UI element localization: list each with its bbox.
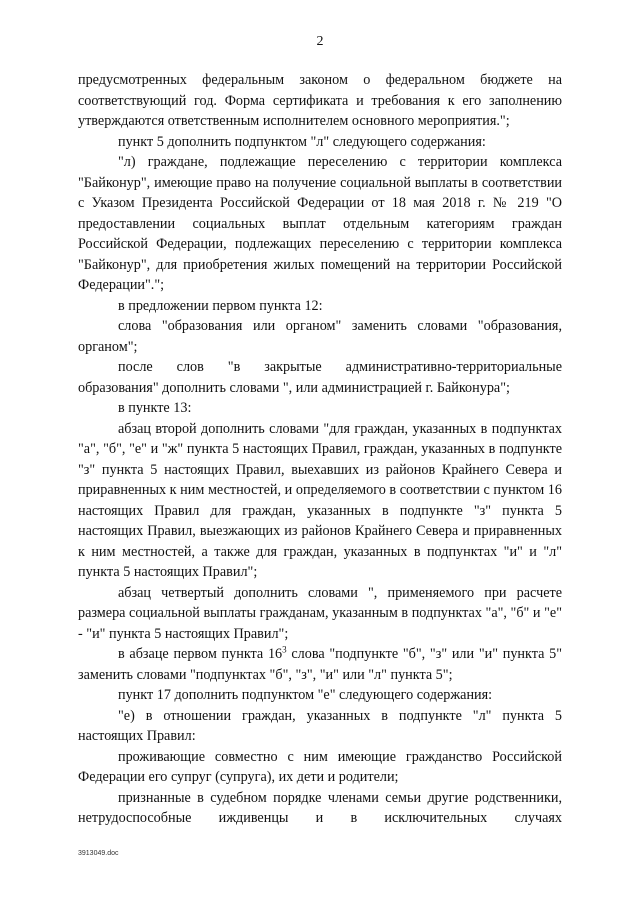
paragraph: [78, 644, 562, 685]
footer-filename: 3913049.doc: [78, 850, 119, 857]
paragraph-text-before: в абзаце первом пункта 16: [118, 646, 283, 662]
paragraph: проживающие совместно с ним имеющие гражданство Российской Федерации его супруг (супруга), их дети и родители;: [78, 748, 562, 785]
superscript-number: 3: [282, 644, 287, 655]
paragraph: предусмотренных федеральным законом о федеральном бюджете на соответствующий год. Форма сертификата и требования к его заполнению утверждаются ответственным исполнителем основного мероприятия.";: [78, 72, 562, 129]
paragraph: "е) в отношении граждан, указанных в подпункте "л" пункта 5 настоящих Правил:: [78, 707, 562, 744]
document-body: [78, 70, 562, 829]
paragraph: в предложении первом пункта 12:: [118, 297, 323, 314]
paragraph: признанные в судебном порядке членами семьи другие родственники, нетрудоспособные иждивенцы и в исключительных случаях: [78, 789, 562, 826]
paragraph: "л) граждане, подлежащие переселению с территории комплекса "Байконур", имеющие право на получение социальной выплаты в соответствии с Указом Президента Российской Федерации от 18 мая 2018 г. № 219 "О предоставлении социальных выплат отдельным категориям граждан Российской Федерации, подлежащих переселению с территории комплекса "Байконур", для приобретения жилых помещений на территории Российской Федерации".";: [78, 154, 562, 293]
paragraph: пункт 17 дополнить подпунктом "е" следующего содержания:: [118, 687, 493, 703]
paragraph: слова "образования или органом" заменить словами "образования, органом";: [78, 318, 562, 355]
paragraph: пункт 5 дополнить подпунктом "л" следующего содержания:: [118, 133, 486, 150]
paragraph-text-after: слова "подпункте "б", "з" или "и" пункта 5" заменить словами "подпунктах "б", "з", "и" или "л" пункта 5";: [78, 646, 562, 683]
paragraph: в пункте 13:: [118, 400, 192, 416]
paragraph: абзац второй дополнить словами "для граждан, указанных в подпунктах "а", "б", "е" и "ж" пункта 5 настоящих Правил, граждан, указанных в подпункте "з" пункта 5 настоящих Правил, выехавших из районов Крайнего Севера и приравненных к ним местностей, и определяемого в соответствии с пунктом 16 настоящих Правил для граждан, указанных в подпункте "з" пункта 5 настоящих Правил, выезжающих из районов Крайнего Севера и приравненных к ним местностей, а также для граждан, указанных в подпунктах "и" и "л" пункта 5 настоящих Правил";: [78, 420, 562, 580]
page-number: 2: [316, 34, 324, 49]
paragraph: после слов "в закрытые административно-территориальные образования" дополнить словами ", или администрацией г. Байконура";: [78, 359, 562, 396]
paragraph: абзац четвертый дополнить словами ", применяемого при расчете размера социальной выплаты гражданам, указанным в подпунктах "а", "б" и "е" - "и" пункта 5 настоящих Правил";: [78, 584, 562, 642]
